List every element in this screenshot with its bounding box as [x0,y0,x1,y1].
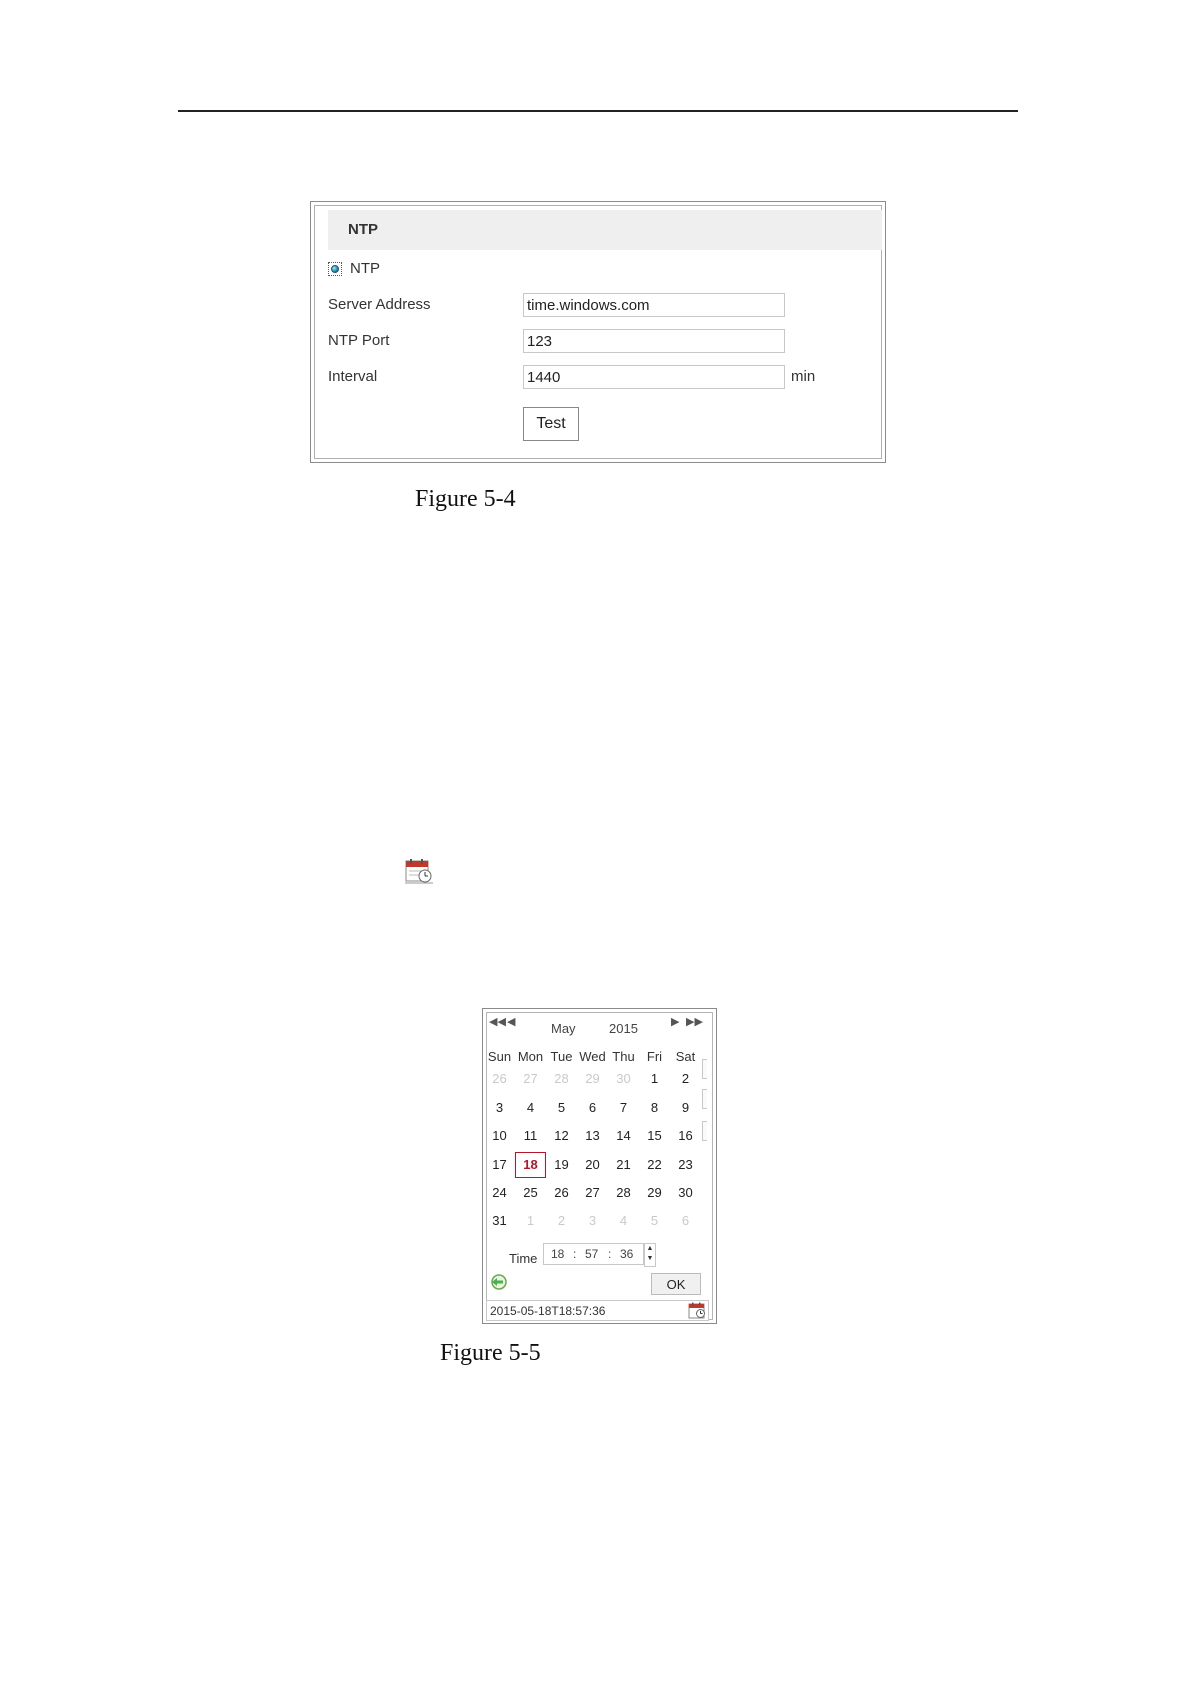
calendar-day[interactable]: 13 [585,1128,600,1143]
calendar-day[interactable]: 22 [647,1157,662,1172]
calendar-day[interactable]: 6 [681,1213,690,1228]
next-month-button[interactable]: ▶ [671,1016,680,1028]
time-input[interactable] [543,1243,644,1265]
picker-side-bar [702,1089,707,1109]
weekday-mon: Mon [517,1049,544,1064]
figure-5-4-caption: Figure 5-4 [415,486,516,512]
date-time-picker [482,1008,717,1324]
interval-unit: min [791,368,816,385]
weekday-sun: Sun [487,1049,512,1064]
ntp-radio-label: NTP [350,260,380,277]
picker-side-bar [702,1059,707,1079]
ntp-section-header [328,210,882,250]
figure-5-5-caption: Figure 5-5 [440,1340,541,1366]
calendar-day[interactable]: 12 [554,1128,569,1143]
calendar-day[interactable]: 11 [523,1128,538,1143]
calendar-day[interactable]: 16 [678,1128,693,1143]
calendar-day[interactable]: 7 [619,1100,628,1115]
calendar-day[interactable]: 1 [526,1213,535,1228]
interval-label: Interval [328,368,378,385]
test-button[interactable]: Test [523,407,579,441]
calendar-day[interactable]: 29 [647,1185,662,1200]
calendar-day[interactable]: 6 [588,1100,597,1115]
month-label[interactable]: May [551,1021,576,1036]
calendar-day[interactable]: 15 [647,1128,662,1143]
time-hour[interactable]: 18 [551,1247,565,1261]
calendar-day[interactable]: 5 [650,1213,659,1228]
prev-year-button[interactable]: ◀◀ [489,1016,506,1028]
year-label[interactable]: 2015 [609,1021,638,1036]
interval-input[interactable] [523,365,785,389]
calendar-icon[interactable] [688,1302,706,1319]
calendar-day[interactable]: 2 [681,1071,690,1086]
calendar-day[interactable]: 19 [554,1157,569,1172]
weekday-thu: Thu [612,1049,635,1064]
radio-selected-dot [331,265,339,273]
calendar-day[interactable]: 18 [515,1152,546,1178]
time-minute[interactable]: 57 [585,1247,599,1261]
calendar-day[interactable]: 20 [585,1157,600,1172]
calendar-day[interactable]: 26 [554,1185,569,1200]
spinner-down-icon[interactable]: ▼ [646,1255,654,1262]
calendar-day[interactable]: 29 [585,1071,600,1086]
calendar-day[interactable]: 17 [492,1157,507,1172]
calendar-icon [405,858,433,884]
time-label: Time [509,1251,538,1266]
time-separator: : [573,1247,577,1261]
calendar-day[interactable]: 26 [492,1071,507,1086]
next-year-button[interactable]: ▶▶ [686,1016,703,1028]
picker-side-bar [702,1121,707,1141]
ntp-port-label: NTP Port [328,332,390,349]
calendar-day[interactable]: 23 [678,1157,693,1172]
calendar-day[interactable]: 27 [523,1071,538,1086]
calendar-day[interactable]: 30 [678,1185,693,1200]
time-spinner[interactable] [644,1243,656,1267]
calendar-day[interactable]: 1 [650,1071,659,1086]
weekday-wed: Wed [579,1049,606,1064]
calendar-day[interactable]: 5 [557,1100,566,1115]
time-separator: : [608,1247,612,1261]
spinner-up-icon[interactable]: ▲ [646,1245,654,1252]
calendar-day[interactable]: 25 [523,1185,538,1200]
calendar-day[interactable]: 21 [616,1157,631,1172]
calendar-day[interactable]: 27 [585,1185,600,1200]
calendar-day[interactable]: 10 [492,1128,507,1143]
ntp-section-title: NTP [348,221,378,238]
server-address-input[interactable] [523,293,785,317]
weekday-fri: Fri [646,1049,663,1064]
calendar-day[interactable]: 4 [619,1213,628,1228]
today-icon[interactable] [489,1273,509,1291]
ok-button[interactable]: OK [651,1273,701,1295]
calendar-day[interactable]: 30 [616,1071,631,1086]
calendar-day[interactable]: 9 [681,1100,690,1115]
calendar-day[interactable]: 14 [616,1128,631,1143]
weekday-tue: Tue [550,1049,573,1064]
calendar-day[interactable]: 24 [492,1185,507,1200]
ntp-settings-panel [310,201,886,463]
calendar-day[interactable]: 3 [588,1213,597,1228]
calendar-day[interactable]: 4 [526,1100,535,1115]
ntp-port-input[interactable] [523,329,785,353]
time-second[interactable]: 36 [620,1247,634,1261]
server-address-label: Server Address [328,296,431,313]
calendar-day[interactable]: 28 [616,1185,631,1200]
weekday-sat: Sat [675,1049,696,1064]
header-rule [178,110,1018,112]
calendar-day[interactable]: 2 [557,1213,566,1228]
calendar-day[interactable]: 8 [650,1100,659,1115]
ntp-radio-button[interactable] [328,262,342,276]
calendar-day[interactable]: 31 [492,1213,507,1228]
datetime-input[interactable] [486,1300,709,1321]
calendar-day[interactable]: 28 [554,1071,569,1086]
calendar-day[interactable]: 3 [495,1100,504,1115]
prev-month-button[interactable]: ◀ [507,1016,516,1028]
